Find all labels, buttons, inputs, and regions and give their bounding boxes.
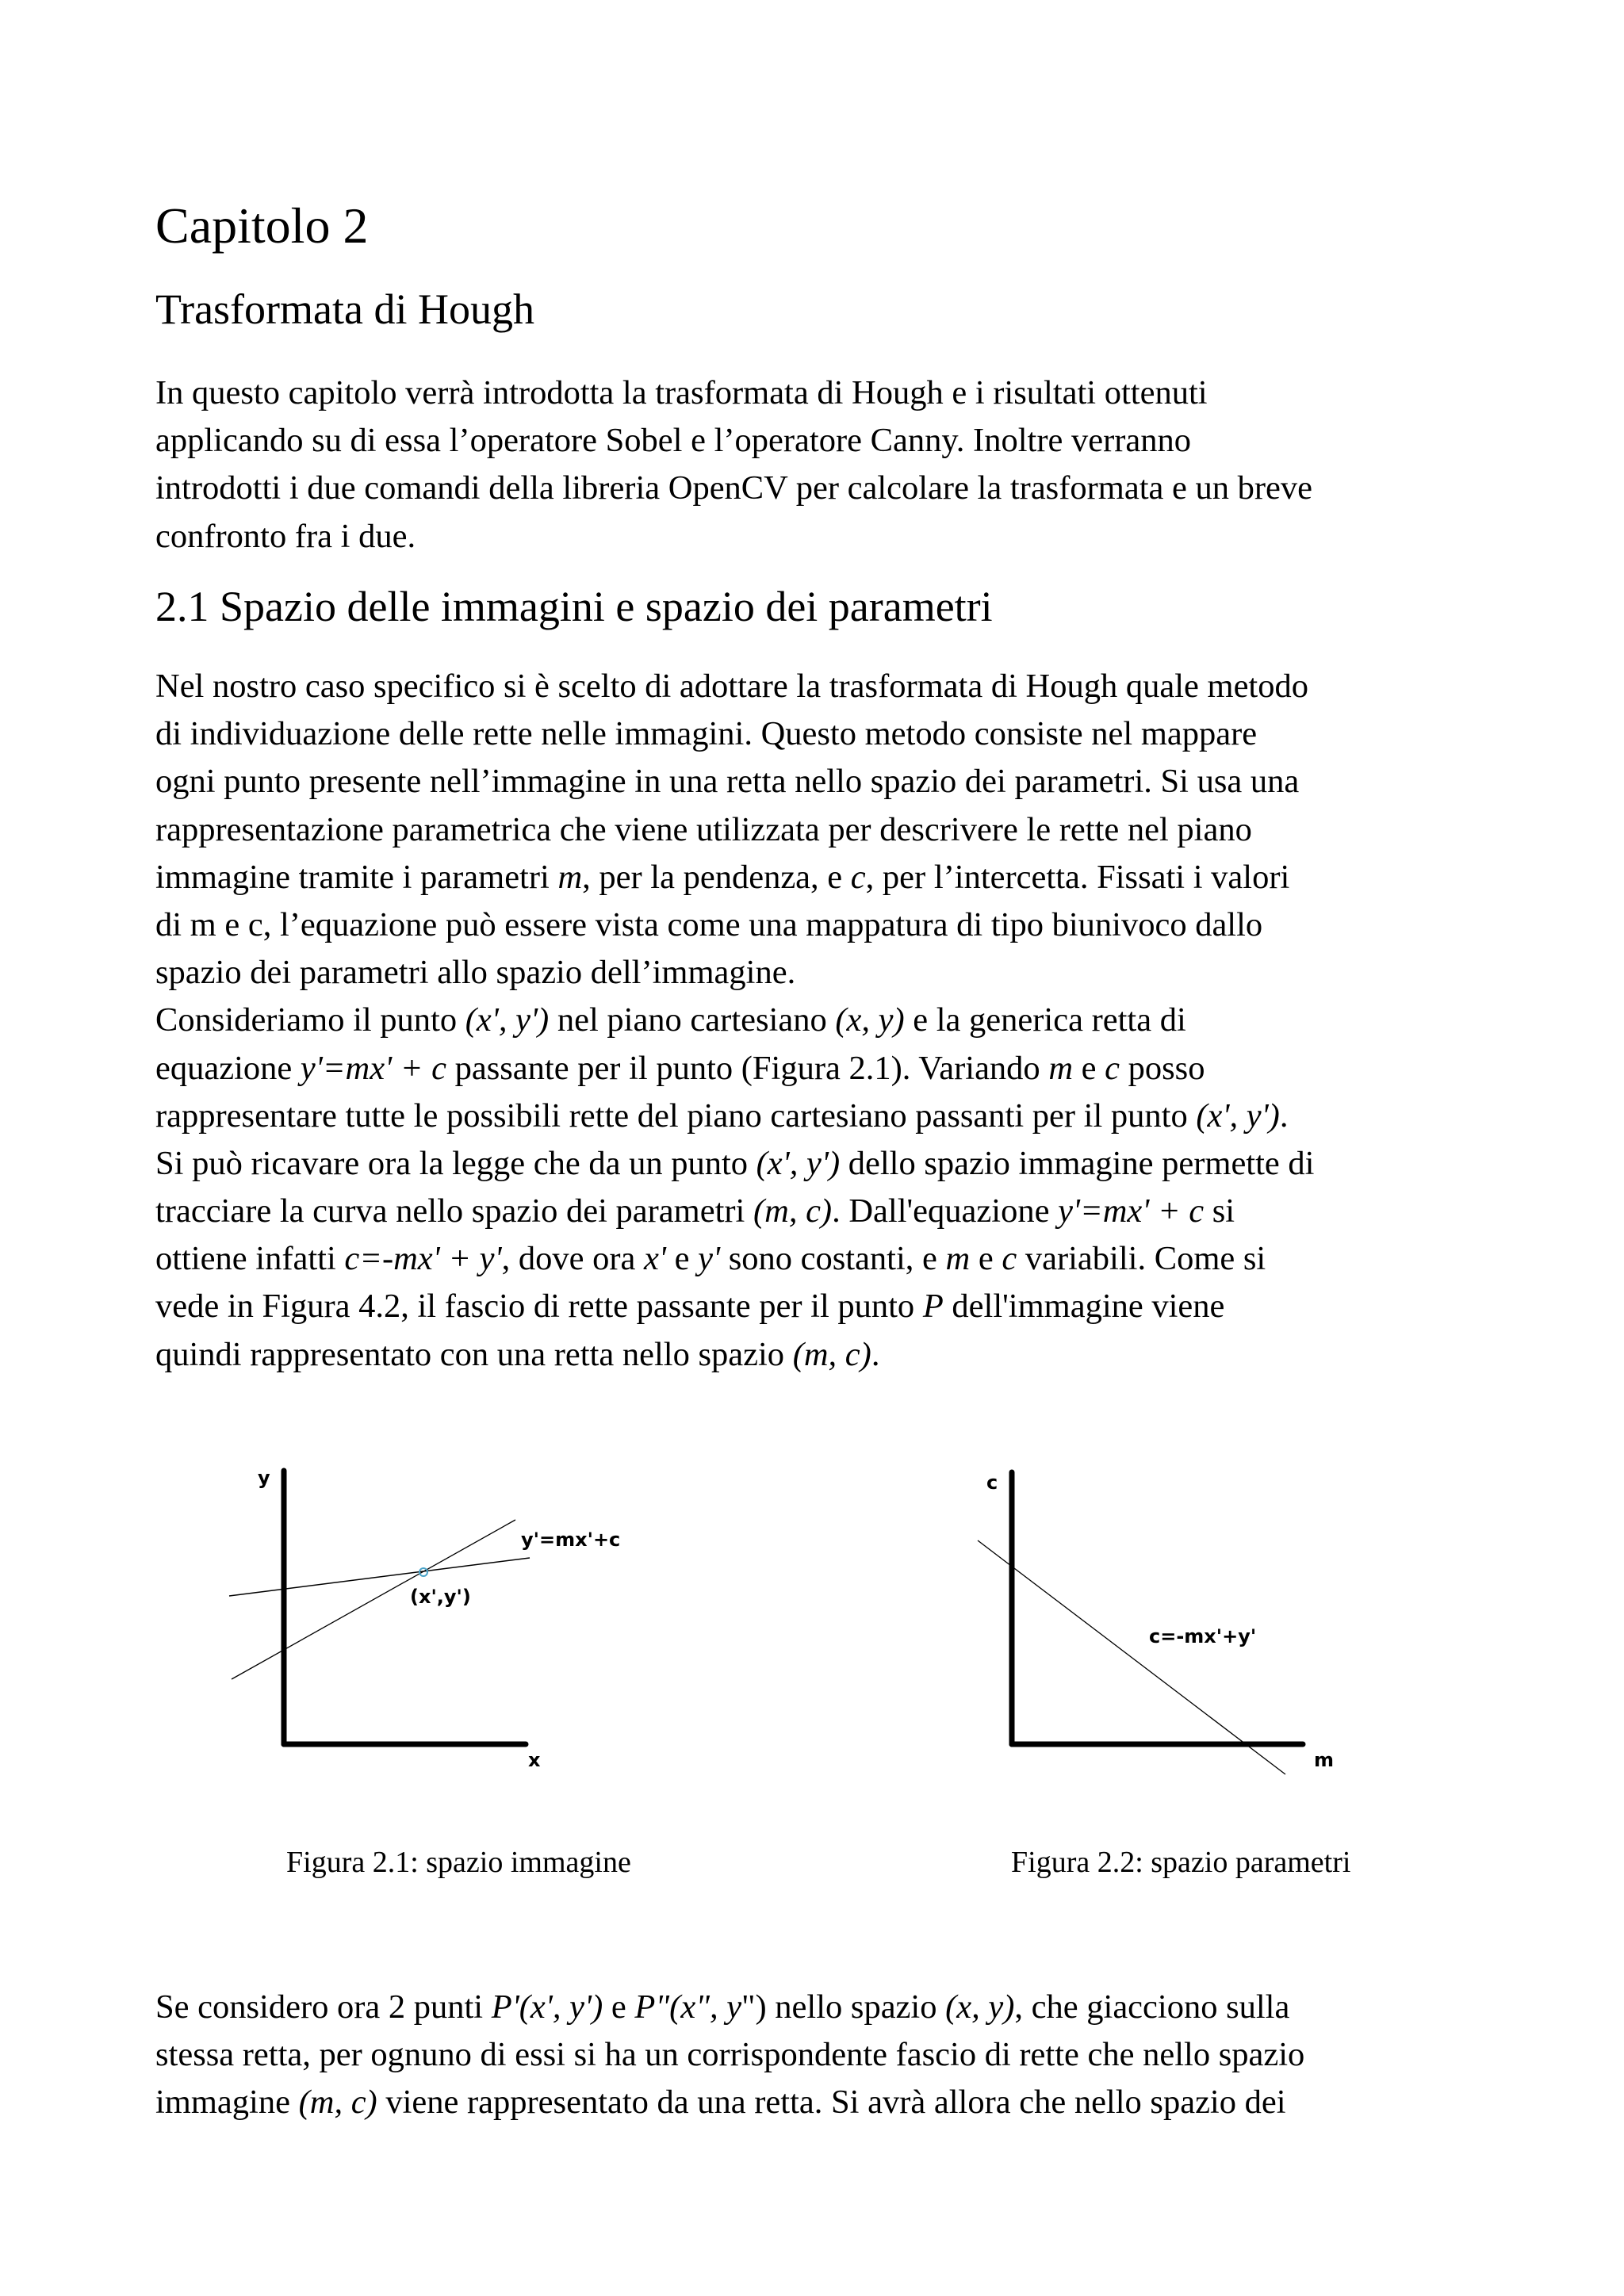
- text-line: equazione y'=mx' + c passante per il punto (Figura 2.1). Variando m e c posso: [155, 1049, 1205, 1087]
- chapter-number: Capitolo 2: [155, 197, 369, 254]
- text-line: ottiene infatti c=-mx' + y', dove ora x' e y' sono costanti, e m e c variabili. Come si: [155, 1240, 1266, 1278]
- figure-parameter-space: [952, 1443, 1380, 1792]
- text-line: immagine tramite i parametri m, per la pendenza, e c, per l’intercetta. Fissati i valori: [155, 858, 1290, 896]
- image-space-diagram: [214, 1443, 690, 1776]
- y-axis-label: y: [258, 1467, 270, 1489]
- text-line: confronto fra i due.: [155, 517, 416, 555]
- text-line: In questo capitolo verrà introdotta la trasformata di Hough e i risultati ottenuti: [155, 374, 1208, 411]
- m-axis-label: m: [1314, 1749, 1335, 1771]
- figure-2-2-caption: Figura 2.2: spazio parametri: [1011, 1846, 1351, 1879]
- section-paragraph-1: [155, 663, 1314, 1379]
- figure-2-1-caption: Figura 2.1: spazio immagine: [286, 1846, 631, 1879]
- chapter-title: Trasformata di Hough: [155, 285, 534, 333]
- text-line: quindi rappresentato con una retta nello spazio (m, c).: [155, 1335, 880, 1373]
- text-line: Nel nostro caso specifico si è scelto di adottare la trasformata di Hough quale metodo: [155, 668, 1308, 705]
- text-line: tracciare la curva nello spazio dei parametri (m, c). Dall'equazione y'=mx' + c si: [155, 1192, 1235, 1230]
- text-line: immagine (m, c) viene rappresentato da una retta. Si avrà allora che nello spazio dei: [155, 2084, 1286, 2122]
- text-line: applicando su di essa l’operatore Sobel e l’operatore Canny. Inoltre verranno: [155, 422, 1192, 460]
- text-line: di individuazione delle rette nelle immagini. Questo metodo consiste nel mappare: [155, 715, 1258, 753]
- intro-paragraph: [155, 369, 1312, 561]
- text-line: stessa retta, per ognuno di essi si ha un corrispondente fascio di rette che nello spazio: [155, 2036, 1305, 2074]
- text-line: Consideriamo il punto (x', y') nel piano cartesiano (x, y) e la generica retta di: [155, 1001, 1186, 1039]
- point-label: (x',y'): [410, 1586, 471, 1608]
- section-paragraph-2: [155, 1984, 1304, 2127]
- section-heading: 2.1 Spazio delle immagini e spazio dei parametri: [155, 583, 993, 630]
- text-line: di m e c, l’equazione può essere vista come una mappatura di tipo biunivoco dallo: [155, 905, 1263, 943]
- text-line: introdotti i due comandi della libreria OpenCV per calcolare la trasformata e un breve: [155, 469, 1312, 507]
- figure-image-space: [214, 1443, 690, 1776]
- text-line: Se considero ora 2 punti P'(x', y') e P"(x", y") nello spazio (x, y), che giacciono sulla: [155, 1988, 1290, 2026]
- c-axis-label: c: [986, 1471, 998, 1494]
- equation-label: c=-mx'+y': [1149, 1625, 1257, 1647]
- text-line: ogni punto presente nell’immagine in una retta nello spazio dei parametri. Si usa una: [155, 763, 1300, 801]
- parameter-space-diagram: [952, 1443, 1380, 1792]
- equation-label: y'=mx'+c: [521, 1529, 621, 1551]
- text-line: vede in Figura 4.2, il fascio di rette passante per il punto P dell'immagine viene: [155, 1288, 1225, 1326]
- text-line: spazio dei parametri allo spazio dell’immagine.: [155, 954, 796, 992]
- text-line: rappresentazione parametrica che viene utilizzata per descrivere le rette nel piano: [155, 810, 1252, 848]
- x-axis-label: x: [528, 1749, 541, 1771]
- text-line: Si può ricavare ora la legge che da un punto (x', y') dello spazio immagine permette di: [155, 1144, 1315, 1182]
- text-line: rappresentare tutte le possibili rette del piano cartesiano passanti per il punto (x', y').: [155, 1096, 1289, 1135]
